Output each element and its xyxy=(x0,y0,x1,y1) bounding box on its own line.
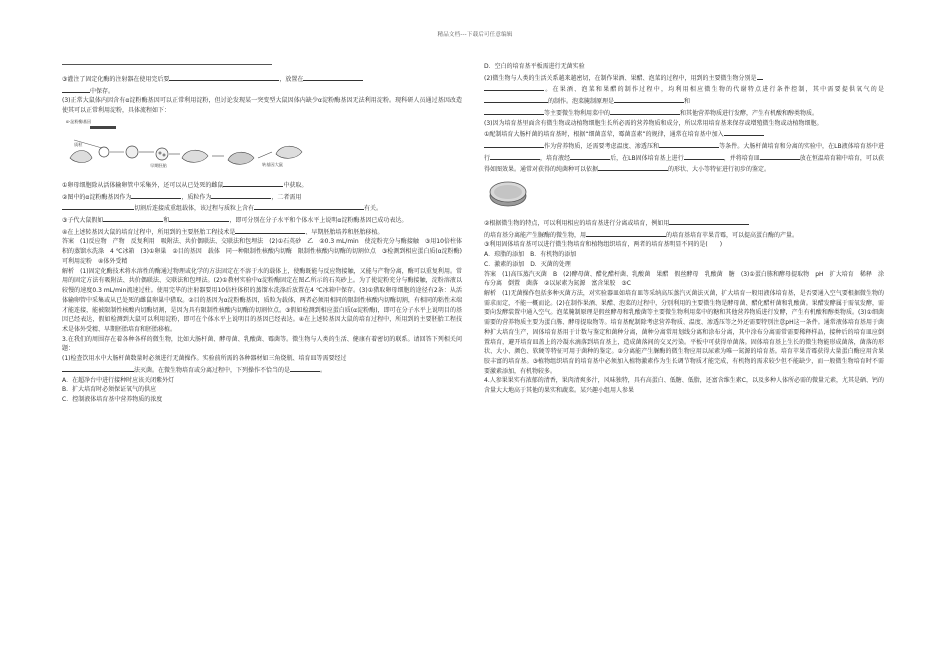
label-transgenic-rat: 转基因大鼠 xyxy=(262,161,283,167)
label-amylase-gene: α-淀粉酶基因 xyxy=(66,118,92,124)
option-3-cd: C．激素的添加 D．灭菌的处理 xyxy=(484,260,571,268)
sub-question-4: ④在上述转基因大鼠的培育过程中，所用到的主要胚胎工程技术是 、早期胚胎培养和胚胎移植。 xyxy=(62,226,462,238)
label-early-embryo: 早期胚胎 xyxy=(150,162,167,168)
q3-intro: (3)正常大鼠体内因含有α淀粉酶基因可以正常利用淀粉，但讨论发现某一突变型大鼠因体内缺少α淀粉酶基因无法利用淀粉。现科研人员通过基因改造使其可以正常利用淀粉，具体流程如下： xyxy=(62,97,462,115)
explanation-block-2: 解析 (1)无菌操作包括多种灭菌方法，对实验器皿如培育皿等采纳高压蒸汽灭菌法灭菌，扩大培育一般用液体培育基，是否要通入空气要根据微生物的需求而定，不能一概而论。(2)在制作果酒、果醋、泡菜的过程中，分别利用的主要微生物是酵母菌、醋化醋杆菌和乳酸菌。果醋发酵属于需氧发酵，需要向发酵装置中通入空气。泡菜腌制原理是假丝酵母和乳酸菌等主要微生物利用菜中的糖和其他营养物质进行发酵，产生有机酸和醇类物质。(3)①细菌需要的营养物质主要为蛋白胨、酵母提取物等。培育基配制除考虑营养物质、温度、渗透压等之外还需要特别注意pH这一条件。通常液体培育基用于菌种扩大培育生产，固体培育基用于计数与鉴定和菌种分离，菌种分离常用划线分离和涂布分离，其中涂布分离需常需要稀释样品，接种后的培育皿应倒置培育，避开培育皿盖上的冷凝水滴落到培育基上，造成菌落间的交叉污染。平板中可获得单菌落。固体培育基上生长的微生物能形成菌落，菌落的形状、大小、颜色、软硬等特征可用于菌种的鉴定。②分离能产生脲酶的微生物应用以尿素为唯一氮源的培育基。培育苹果青霉获得大量蛋白酶应用含果胶丰富的培育基。③植物组织培育的培育基中必须加入植物激素作为生长调节物质才能完成，有机物的需求较少但不能缺少，而一般微生物培育时不需要激素添加，有机物较多。 xyxy=(484,289,884,375)
question-4-intro: 4.人参果果实有浓郁的清香，果肉清爽多汁，风味独特，具有高蛋白、低糖、低脂，还富含维生素C，以及多种人体所必需的微量元素，尤其是硒、钙的含量大大地高于其他的果实和蔬菜。某兴趣小组用人参果 xyxy=(484,377,884,395)
option-a: A．在超净台中进行接种时应该关闭紫外灯 xyxy=(62,376,175,384)
question-3-part-1: (1)检查饮用水中大肠杆菌数量时必须进行无菌操作。实验前所需的各种器材如三角烧瓶、培育皿等需要经过 法灭菌。在微生物培育或分离过程中，下列操作不恰当的是 。 xyxy=(62,355,347,374)
right-column xyxy=(484,62,884,396)
sub-question-3: ③子代大鼠假如 和 ，即可分别在分子水平和个体水平上说明α淀粉酶基因已成功表达。 xyxy=(62,214,462,226)
question-3-part-2: (2)微生物与人类的生活关系越来越密切，在制作果酒、果醋、泡菜的过程中，用到的主要微生物分别是 。在果酒、泡菜和果醋的制作过程中，均利用相应微生物的代谢特点进行条件控制，其中需要提供氧气的是的制作。泡菜腌制原理是 和 等主要微生物利用菜中的 和其他营养物质进行发酵，产生有机酸和醇类物质。 xyxy=(484,72,884,119)
question-3-intro: 3.在我们的周围存在着各种各样的微生物，比如大肠杆菌、酵母菌、乳酸菌、霉菌等。微生物与人类的生活、健康有着密切的联系。请回答下列相关问题： xyxy=(62,335,462,353)
part-3-item-3: ③利用固体培育基可以进行微生物培育和植物组织培育，两者的培育基明显不同的是( ) xyxy=(484,241,723,249)
answer-block-2: 答案 (1)高压蒸汽灭菌 B (2)酵母菌、醋化醋杆菌、乳酸菌 果醋 假丝酵母 乳酸菌 糖 (3)①蛋白胨和酵母提取物 pH 扩大培育 稀释 涂布分离 倒置 菌落 ②以尿素为氮源 富含果胶 ③C xyxy=(484,270,884,288)
page-header: 精品文档---下载后可任意编辑 xyxy=(437,32,513,38)
option-b: B．扩大培育时必须保证氧气的供应 xyxy=(62,386,157,394)
option-c: C．控制液体培育基中营养物质的浓度 xyxy=(62,395,163,403)
sub-question-1: ①卵母细胞除从活体输卵管中采集外，还可以从已处死的雌鼠 中获取。 xyxy=(62,179,462,191)
petri-dish-image xyxy=(488,179,528,209)
part-3-item-1: ①配制培育大肠杆菌的培育基时，根据“细菌喜荤，霉菌喜素”的规律，通常在培育基中加入 作为营养物质，还需要考虑温度、渗透压和 等条件。大肠杆菌培育和分离的实验中，在LB液体培育基中进行 ，培育液经 后，在LB固体培育基上进行 ，并将培育皿 放在恒温培育箱中培育，可以获得如图效果。通常对获得的纯菌种可以依据 的形状、大小等特征进行初步的鉴定。 xyxy=(484,128,884,175)
q3-fill-line: ③灌注了固定化酶的注射器在使用完后要 ，放置在 中保存。 xyxy=(62,73,462,96)
answer-block: 答案 (1)反应物 产物 反复利用 吸附法、共价偶联法、交联法和包埋法 (2)①石英砂 乙 ②0.3 mL/min 使淀粉充分与酶接触 ③用10倍柱体积的蒸馏水洗涤 4 ℃冰箱 (3)①卵巢 ②目的基因 载体 同一种限制性核酸内切酶 限制性核酸内切酶的切割位点 ③检测到相应蛋白质(α淀粉酶) 可利用淀粉 ④体外受精 xyxy=(62,238,469,265)
option-d: D．空白的培育基平板需进行无菌实验 xyxy=(484,63,585,70)
sub-question-2: ②图中的α淀粉酶基因作为 ，质粒作为 ，二者需用 切割后连接成重组载体，该过程与质粒上含有 有关。 xyxy=(62,191,462,214)
left-column xyxy=(62,60,469,405)
explanation-block: 解析 (1)固定化酶技术将水溶性的酶通过物理或化学的方法固定在不溶于水的载体上，使酶既能与反应物接触，又能与产物分离，酶可以重复利用。常用的固定方法有吸附法、共价偶联法、交联法和包埋法。(2)①教材实验中α淀粉酶固定在图乙所示的石英砂上。为了使淀粉充分与酶接触，淀粉溶液以较慢的速度0.3 mL/min流速过柱。使用完毕的注射器要用10倍柱体积的蒸馏水洗涤后放置在4 ℃冰箱中保存。(3)①猎取卵母细胞的途径有2条：从活体输卵管中采集或从已处死的雌鼠卵巢中猎取。②目的基因为α淀粉酶基因，质粒为载体，两者必须用相同的限制性核酸内切酶切割，有相同的粘性末端才能连接，能被限制性核酸内切酶切割，是因为具有限制性核酸内切酶的切割位点。③假如检测到相应蛋白质(α淀粉酶)，即可在分子水平上说明目的基因已经表达，假如检测到大鼠可以利用淀粉，即可在个体水平上说明目的基因已经表达。④在上述转基因大鼠的培育过程中，所用到的主要胚胎工程技术是体外受精、早期胚胎培育和胚胎移植。 xyxy=(62,267,462,333)
transgenic-flow-diagram xyxy=(62,118,462,176)
question-3-part-3: (3)因为培育基里面含有微生物或动植物细胞生长所必需的营养物质和成分，所以常用培育基来保存或增殖微生物或动植物细胞。 xyxy=(484,119,823,127)
option-3-ab: A．琼脂的添加 B．有机物的添加 xyxy=(484,251,577,259)
answer-blank-line xyxy=(62,60,272,65)
part-3-item-2: ②根据微生物的特点，可以利用相应的培育基进行分离或培育，例如用 的培育基分离能产生脲酶的微生物，用 的培育基培育苹果青霉，可以提高蛋白酶的产量。 xyxy=(484,217,884,240)
label-plasmid: 质粒 xyxy=(74,141,83,147)
